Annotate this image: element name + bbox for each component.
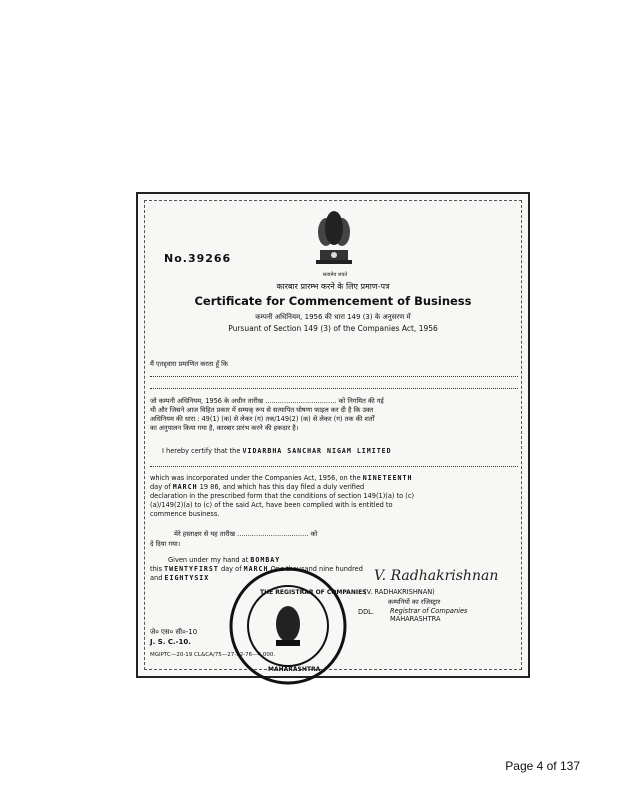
state-emblem-icon <box>310 204 358 270</box>
hindi-para-line: अधिनियम की धारा : 49(1) (क) से लेकर (ग) तक/149(2) (क) से लेकर (ग) तक की शर्तों <box>150 415 375 423</box>
given-prefix: Given under my hand at <box>168 556 249 564</box>
incorporation-month: MARCH <box>172 483 198 491</box>
title-english: Certificate for Commencement of Business <box>194 294 472 308</box>
print-code: MGIPTC—20-19 CL&CA/75—27-12-76—4,000. <box>150 652 276 658</box>
given-place: BOMBAY <box>250 556 281 564</box>
seal-text-bottom: MAHARASHTRA <box>268 666 321 673</box>
and-text: and <box>150 574 163 582</box>
hindi-given: मेरे हस्ताक्षर से यह तारीख .................................. को <box>174 530 318 538</box>
ddl-label: DDL. <box>358 608 374 616</box>
title-hindi: कारबार प्रारम्भ करने के लिए प्रमाण-पत्र <box>276 282 390 291</box>
filed-text: 19 86, and which has this day filed a duly verified <box>199 483 365 491</box>
signatory-name: (V. RADHAKRISHNAN) <box>364 588 435 596</box>
english-certify-line <box>162 447 530 455</box>
pursuant-english: Pursuant of Section 149 (3) of the Companies Act, 1956 <box>228 324 438 333</box>
english-line-3: declaration in the prescribed form that the conditions of section 149(1)(a) to (c) <box>150 492 415 500</box>
registrar-state: MAHARASHTRA <box>390 615 441 623</box>
incorporated-text: which was incorporated under the Companies Act, 1956, on the <box>150 474 361 482</box>
hindi-given-2: दे दिया गया। <box>150 540 181 548</box>
this-text: this <box>150 565 163 573</box>
company-name: VIDARBHA SANCHAR NIGAM LIMITED <box>242 447 392 455</box>
hindi-para-line: जो कम्पनी अधिनियम, 1956 के अधीन तारीख .................................. को निगमित की गई <box>150 397 384 405</box>
english-line-2 <box>150 483 518 491</box>
given-day: TWENTYFIRST <box>164 565 219 573</box>
hindi-para-line: का अनुपालन किया गया है, कारबार प्रारंभ करने की हकदार है। <box>150 424 299 432</box>
given-month: MARCH <box>243 565 269 573</box>
certify-prefix: I hereby certify that the <box>162 447 241 455</box>
dotted-line <box>150 376 518 377</box>
english-line-4: (a)/149(2)(a) to (c) of the said Act, have been complied with is entitled to <box>150 501 393 509</box>
hindi-para-line: थी और जिसने आज विहित प्रकार में सम्यक् रूप से सत्यापित घोषणा फाइल कर दी है कि उक्त <box>150 406 374 414</box>
footer-code: J. S. C.-10. <box>150 638 191 646</box>
one-thousand-text: One thousand nine hundred <box>270 565 363 573</box>
dotted-line <box>150 388 518 389</box>
registrar-hindi: कम्पनियों का रजिस्ट्रार <box>388 598 441 606</box>
page-number: Page 4 of 137 <box>505 759 580 773</box>
certificate <box>136 192 530 678</box>
emblem-caption: सत्यमेव जयते <box>322 272 348 278</box>
day-of-text: day of <box>220 565 242 573</box>
footer-hindi-code: जे० एस० सी०-10 <box>150 628 198 636</box>
dotted-line <box>150 466 518 467</box>
day-of-text: day of <box>150 483 171 491</box>
registrar-signature: V. Radhakrishnan <box>374 568 499 584</box>
incorporation-day: NINETEENTH <box>362 474 413 482</box>
english-line-5: commence business. <box>150 510 220 518</box>
registrar-english: Registrar of Companies <box>390 607 468 615</box>
given-line <box>168 556 536 564</box>
hindi-certify: मैं एतद्द्वारा प्रमाणित करता हूँ कि <box>150 360 228 368</box>
certificate-number: No.39266 <box>164 252 232 265</box>
given-year: EIGHTYSIX <box>164 574 210 582</box>
seal-text-top: THE REGISTRAR OF COMPANIES <box>260 589 367 596</box>
pursuant-hindi: कम्पनी अधिनियम, 1956 की धारा 149 (3) के अनुसरण में <box>255 313 411 321</box>
english-line-1 <box>150 474 518 482</box>
